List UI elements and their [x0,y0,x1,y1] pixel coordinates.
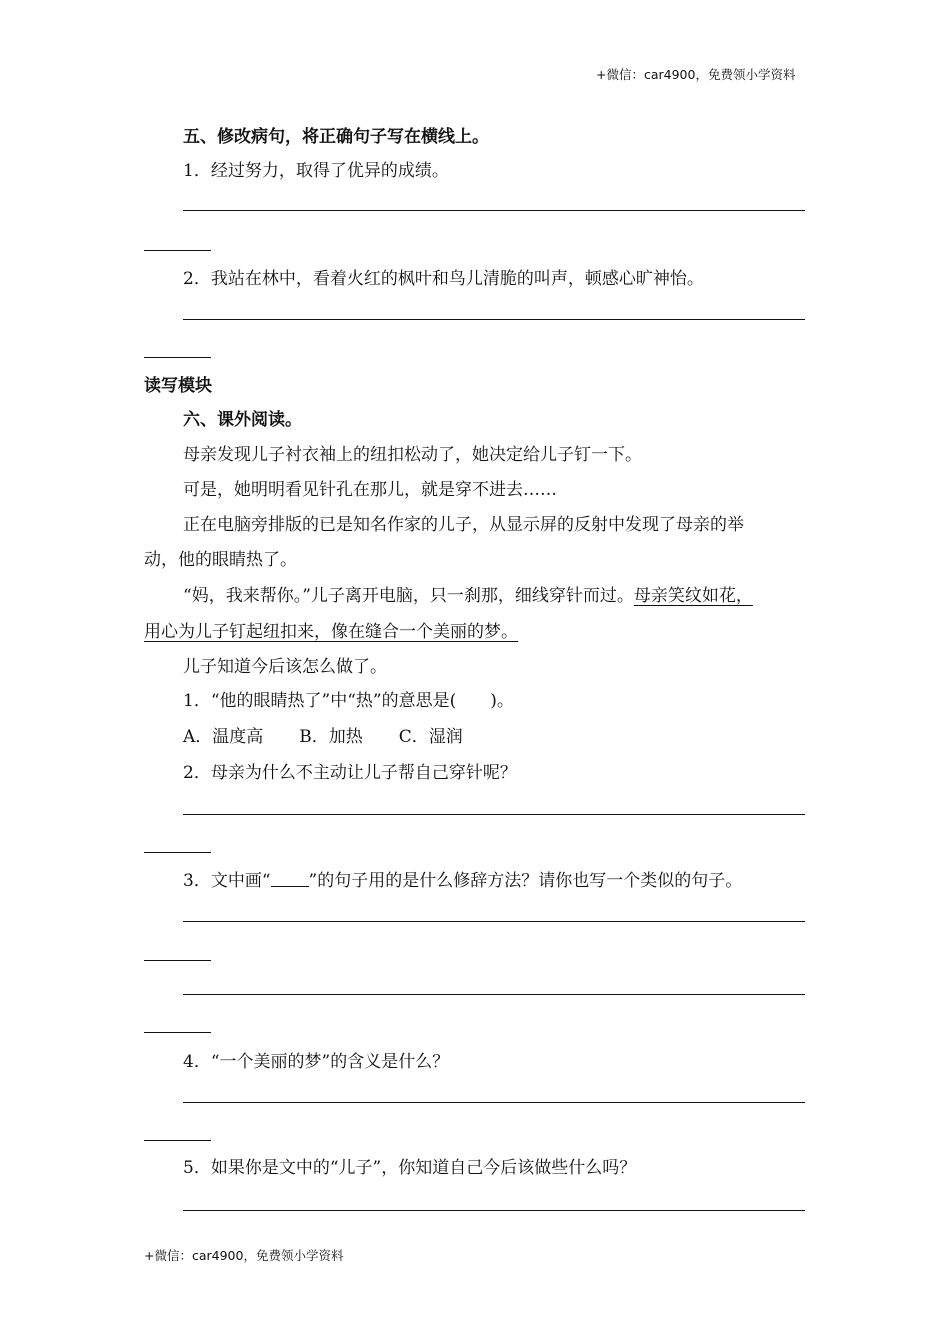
answer-line-tail [144,1140,211,1141]
underline-marker [271,872,309,887]
section6-question-4: 4．“一个美丽的梦”的含义是什么？ [183,1052,450,1072]
watermark-top: +微信：car4900，免费领小学资料 [596,67,796,82]
answer-line [183,1210,805,1211]
option-a: A．温度高 [183,727,264,747]
answer-line [183,1102,805,1103]
answer-line [183,319,805,320]
answer-line-tail [144,1032,211,1033]
section6-question-5: 5．如果你是文中的“儿子”，你知道自己今后该做些什么吗？ [183,1158,637,1178]
passage-paragraph-5: 儿子知道今后该怎么做了。 [183,657,387,677]
answer-line [183,921,805,922]
answer-line-tail [144,250,211,251]
answer-line-tail [144,852,211,853]
question-3-text-after: ”的句子用的是什么修辞方法？请你也写一个类似的句子。 [308,871,743,891]
passage-paragraph-3-line-1: 正在电脑旁排版的已是知名作家的儿子，从显示屏的反射中发现了母亲的举 [183,515,744,535]
section6-question-3 [183,870,742,892]
section6-question-1: 1．“他的眼睛热了”中“热”的意思是( )。 [183,691,514,711]
answer-line [183,814,805,815]
underlined-sentence-part-2: 用心为儿子钉起纽扣来，像在缝合一个美丽的梦。 [144,622,518,642]
answer-line-tail [144,357,211,358]
question-3-text-before: 3．文中画“ [183,871,271,891]
question-1-options [183,726,463,748]
module-title: 读写模块 [144,376,212,396]
passage-paragraph-1: 母亲发现儿子衬衣袖上的纽扣松动了，她决定给儿子钉一下。 [183,445,642,465]
section6-question-2: 2．母亲为什么不主动让儿子帮自己穿针呢？ [183,763,517,783]
option-c: C．湿润 [398,727,463,747]
section6-heading: 六、课外阅读。 [183,410,302,430]
answer-line [183,994,805,995]
passage-paragraph-3-line-2: 动，他的眼睛热了。 [144,550,297,570]
answer-line [183,210,805,211]
watermark-bottom: +微信：car4900，免费领小学资料 [144,1248,344,1263]
passage-paragraph-2: 可是，她明明看见针孔在那儿，就是穿不进去…… [183,480,557,500]
underlined-sentence-part-1: 母亲笑纹如花， [633,586,753,606]
section5-heading: 五、修改病句，将正确句子写在横线上。 [183,127,489,147]
section5-question-2: 2．我站在林中，看着火红的枫叶和鸟儿清脆的叫声，顿感心旷神怡。 [183,269,704,289]
section5-question-1: 1．经过努力，取得了优异的成绩。 [183,161,449,181]
passage-plain-text: “妈，我来帮你。”儿子离开电脑，只一刹那，细线穿针而过。 [183,586,634,606]
option-b: B．加热 [299,727,363,747]
answer-line-tail [144,960,211,961]
passage-paragraph-4-line-1 [183,585,753,607]
